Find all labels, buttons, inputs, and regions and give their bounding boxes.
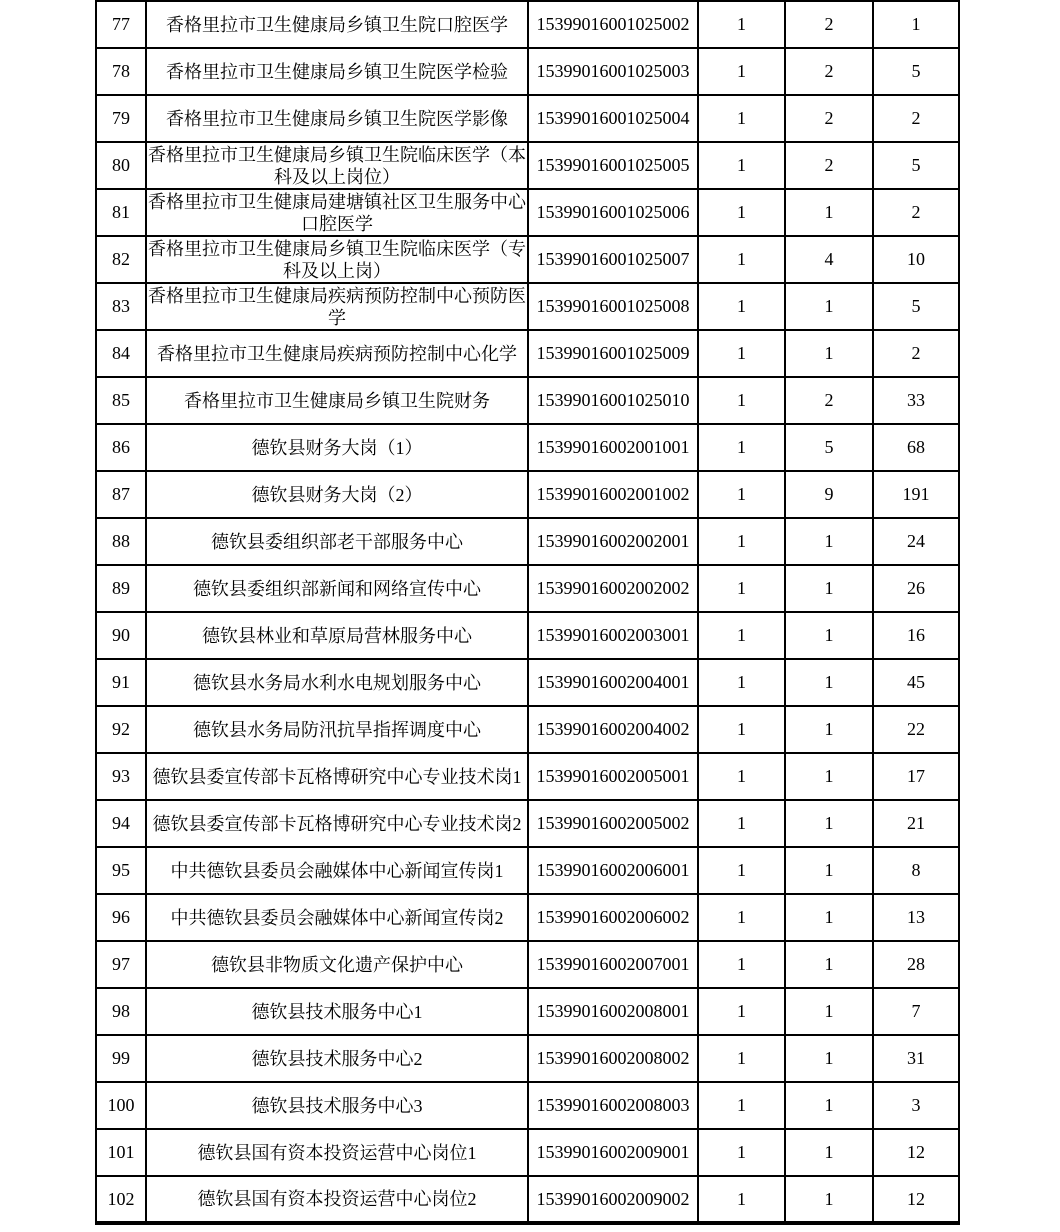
cell-value-2: 4 (785, 236, 873, 283)
cell-position-code: 15399016001025002 (528, 1, 698, 48)
table-row (96, 612, 959, 659)
cell-value-1: 1 (698, 800, 785, 847)
cell-value-1: 1 (698, 518, 785, 565)
cell-value-1: 1 (698, 1082, 785, 1129)
cell-position-code: 15399016002008001 (528, 988, 698, 1035)
cell-value-1: 1 (698, 377, 785, 424)
cell-value-2: 1 (785, 753, 873, 800)
table-row (96, 283, 959, 330)
cell-value-1: 1 (698, 1, 785, 48)
table-row (96, 753, 959, 800)
cell-value-1: 1 (698, 659, 785, 706)
cell-value-2: 1 (785, 941, 873, 988)
cell-position-name: 香格里拉市卫生健康局疾病预防控制中心预防医学 (146, 283, 528, 330)
cell-value-1: 1 (698, 424, 785, 471)
cell-position-name: 德钦县技术服务中心3 (146, 1082, 528, 1129)
cell-row-number: 86 (96, 424, 146, 471)
cell-row-number: 99 (96, 1035, 146, 1082)
cell-value-2: 1 (785, 518, 873, 565)
cell-position-name: 中共德钦县委员会融媒体中心新闻宣传岗2 (146, 894, 528, 941)
cell-position-code: 15399016002006002 (528, 894, 698, 941)
table-row (96, 1176, 959, 1223)
cell-position-name: 德钦县财务大岗（1） (146, 424, 528, 471)
cell-row-number: 94 (96, 800, 146, 847)
cell-position-name: 德钦县水务局水利水电规划服务中心 (146, 659, 528, 706)
cell-value-1: 1 (698, 1129, 785, 1176)
table-row (96, 330, 959, 377)
table-row (96, 471, 959, 518)
cell-value-3: 2 (873, 330, 959, 377)
cell-row-number: 100 (96, 1082, 146, 1129)
cell-position-name: 香格里拉市卫生健康局乡镇卫生院临床医学（专科及以上岗） (146, 236, 528, 283)
cell-position-name: 德钦县国有资本投资运营中心岗位1 (146, 1129, 528, 1176)
table-row (96, 142, 959, 189)
cell-row-number: 98 (96, 988, 146, 1035)
cell-row-number: 87 (96, 471, 146, 518)
cell-position-code: 15399016002001001 (528, 424, 698, 471)
cell-position-code: 15399016001025004 (528, 95, 698, 142)
cell-value-2: 1 (785, 1082, 873, 1129)
table-row (96, 377, 959, 424)
cell-value-1: 1 (698, 1176, 785, 1223)
cell-row-number: 102 (96, 1176, 146, 1223)
cell-position-code: 15399016002008003 (528, 1082, 698, 1129)
cell-value-2: 2 (785, 48, 873, 95)
table-row (96, 424, 959, 471)
cell-value-2: 2 (785, 377, 873, 424)
cell-value-1: 1 (698, 330, 785, 377)
cell-value-3: 10 (873, 236, 959, 283)
table-row (96, 706, 959, 753)
cell-position-name: 德钦县委组织部老干部服务中心 (146, 518, 528, 565)
cell-position-code: 15399016002004002 (528, 706, 698, 753)
cell-position-code: 15399016001025005 (528, 142, 698, 189)
cell-position-name: 德钦县林业和草原局营林服务中心 (146, 612, 528, 659)
cell-position-code: 15399016002005002 (528, 800, 698, 847)
cell-row-number: 82 (96, 236, 146, 283)
cell-position-code: 15399016001025008 (528, 283, 698, 330)
cell-value-3: 45 (873, 659, 959, 706)
cell-position-name: 德钦县委宣传部卡瓦格博研究中心专业技术岗1 (146, 753, 528, 800)
cell-row-number: 96 (96, 894, 146, 941)
cell-position-code: 15399016002007001 (528, 941, 698, 988)
cell-value-3: 2 (873, 189, 959, 236)
positions-table-region (95, 0, 960, 1225)
cell-value-2: 1 (785, 1035, 873, 1082)
cell-position-name: 德钦县非物质文化遗产保护中心 (146, 941, 528, 988)
cell-value-2: 1 (785, 659, 873, 706)
table-row (96, 800, 959, 847)
cell-position-name: 德钦县技术服务中心1 (146, 988, 528, 1035)
cell-value-3: 8 (873, 847, 959, 894)
cell-value-2: 2 (785, 1, 873, 48)
cell-value-2: 2 (785, 142, 873, 189)
cell-value-2: 1 (785, 1129, 873, 1176)
cell-position-name: 香格里拉市卫生健康局建塘镇社区卫生服务中心口腔医学 (146, 189, 528, 236)
cell-row-number: 88 (96, 518, 146, 565)
table-row (96, 1129, 959, 1176)
cell-value-3: 31 (873, 1035, 959, 1082)
cell-position-code: 15399016002002002 (528, 565, 698, 612)
cell-value-1: 1 (698, 706, 785, 753)
cell-value-1: 1 (698, 612, 785, 659)
cell-row-number: 78 (96, 48, 146, 95)
cell-value-2: 1 (785, 706, 873, 753)
cell-row-number: 85 (96, 377, 146, 424)
cell-position-name: 德钦县国有资本投资运营中心岗位2 (146, 1176, 528, 1223)
cell-position-name: 德钦县委组织部新闻和网络宣传中心 (146, 565, 528, 612)
cell-position-code: 15399016001025006 (528, 189, 698, 236)
cell-value-2: 1 (785, 565, 873, 612)
cell-value-2: 1 (785, 612, 873, 659)
cell-value-1: 1 (698, 48, 785, 95)
cell-value-2: 1 (785, 283, 873, 330)
cell-value-1: 1 (698, 941, 785, 988)
cell-position-name: 香格里拉市卫生健康局乡镇卫生院口腔医学 (146, 1, 528, 48)
cell-position-code: 15399016002001002 (528, 471, 698, 518)
cell-row-number: 79 (96, 95, 146, 142)
table-row (96, 847, 959, 894)
cell-position-name: 德钦县委宣传部卡瓦格博研究中心专业技术岗2 (146, 800, 528, 847)
cell-value-3: 13 (873, 894, 959, 941)
cell-value-1: 1 (698, 236, 785, 283)
cell-value-2: 1 (785, 988, 873, 1035)
cell-position-name: 德钦县水务局防汛抗旱指挥调度中心 (146, 706, 528, 753)
cell-row-number: 92 (96, 706, 146, 753)
cell-position-code: 15399016002009002 (528, 1176, 698, 1223)
cell-position-code: 15399016001025010 (528, 377, 698, 424)
cell-value-2: 2 (785, 95, 873, 142)
cell-row-number: 95 (96, 847, 146, 894)
cell-position-code: 15399016002005001 (528, 753, 698, 800)
cell-row-number: 90 (96, 612, 146, 659)
cell-position-code: 15399016002002001 (528, 518, 698, 565)
table-row (96, 1035, 959, 1082)
cell-value-3: 7 (873, 988, 959, 1035)
cell-row-number: 91 (96, 659, 146, 706)
cell-value-1: 1 (698, 988, 785, 1035)
cell-position-name: 德钦县财务大岗（2） (146, 471, 528, 518)
cell-value-3: 21 (873, 800, 959, 847)
cell-value-2: 5 (785, 424, 873, 471)
table-row (96, 518, 959, 565)
cell-value-3: 1 (873, 1, 959, 48)
cell-value-1: 1 (698, 753, 785, 800)
cell-value-2: 1 (785, 894, 873, 941)
table-row (96, 1, 959, 48)
cell-value-1: 1 (698, 565, 785, 612)
cell-value-3: 2 (873, 95, 959, 142)
cell-value-3: 5 (873, 283, 959, 330)
table-row (96, 659, 959, 706)
cell-position-code: 15399016001025009 (528, 330, 698, 377)
cell-value-1: 1 (698, 1035, 785, 1082)
cell-value-3: 12 (873, 1129, 959, 1176)
cell-value-3: 12 (873, 1176, 959, 1223)
cell-value-3: 16 (873, 612, 959, 659)
cell-row-number: 97 (96, 941, 146, 988)
cell-row-number: 81 (96, 189, 146, 236)
cell-row-number: 93 (96, 753, 146, 800)
cell-row-number: 101 (96, 1129, 146, 1176)
cell-value-1: 1 (698, 189, 785, 236)
cell-position-code: 15399016002003001 (528, 612, 698, 659)
positions-table (95, 0, 960, 1225)
cell-row-number: 89 (96, 565, 146, 612)
cell-value-3: 28 (873, 941, 959, 988)
cell-position-code: 15399016002009001 (528, 1129, 698, 1176)
cell-position-code: 15399016001025007 (528, 236, 698, 283)
cell-position-name: 香格里拉市卫生健康局乡镇卫生院临床医学（本科及以上岗位） (146, 142, 528, 189)
cell-row-number: 80 (96, 142, 146, 189)
table-row (96, 988, 959, 1035)
cell-value-2: 1 (785, 189, 873, 236)
cell-value-3: 33 (873, 377, 959, 424)
cell-value-2: 1 (785, 330, 873, 377)
cell-position-name: 香格里拉市卫生健康局乡镇卫生院医学影像 (146, 95, 528, 142)
cell-position-name: 德钦县技术服务中心2 (146, 1035, 528, 1082)
cell-row-number: 83 (96, 283, 146, 330)
cell-position-code: 15399016002008002 (528, 1035, 698, 1082)
cell-value-3: 24 (873, 518, 959, 565)
table-row (96, 1082, 959, 1129)
table-row (96, 565, 959, 612)
positions-table-body (96, 1, 959, 1223)
cell-value-2: 9 (785, 471, 873, 518)
table-row (96, 189, 959, 236)
table-row (96, 236, 959, 283)
cell-value-1: 1 (698, 142, 785, 189)
cell-position-code: 15399016002006001 (528, 847, 698, 894)
cell-value-3: 5 (873, 48, 959, 95)
cell-value-3: 191 (873, 471, 959, 518)
cell-value-1: 1 (698, 471, 785, 518)
cell-position-name: 香格里拉市卫生健康局乡镇卫生院医学检验 (146, 48, 528, 95)
cell-value-3: 17 (873, 753, 959, 800)
cell-value-2: 1 (785, 800, 873, 847)
cell-position-name: 中共德钦县委员会融媒体中心新闻宣传岗1 (146, 847, 528, 894)
cell-value-3: 3 (873, 1082, 959, 1129)
cell-position-name: 香格里拉市卫生健康局疾病预防控制中心化学 (146, 330, 528, 377)
cell-position-code: 15399016001025003 (528, 48, 698, 95)
cell-position-name: 香格里拉市卫生健康局乡镇卫生院财务 (146, 377, 528, 424)
cell-value-1: 1 (698, 847, 785, 894)
cell-value-1: 1 (698, 894, 785, 941)
cell-value-1: 1 (698, 95, 785, 142)
cell-value-3: 5 (873, 142, 959, 189)
table-row (96, 95, 959, 142)
cell-value-1: 1 (698, 283, 785, 330)
cell-position-code: 15399016002004001 (528, 659, 698, 706)
table-row (96, 941, 959, 988)
cell-value-3: 22 (873, 706, 959, 753)
cell-row-number: 84 (96, 330, 146, 377)
cell-value-2: 1 (785, 847, 873, 894)
cell-row-number: 77 (96, 1, 146, 48)
cell-value-3: 68 (873, 424, 959, 471)
cell-value-3: 26 (873, 565, 959, 612)
table-row (96, 48, 959, 95)
cell-value-2: 1 (785, 1176, 873, 1223)
table-row (96, 894, 959, 941)
